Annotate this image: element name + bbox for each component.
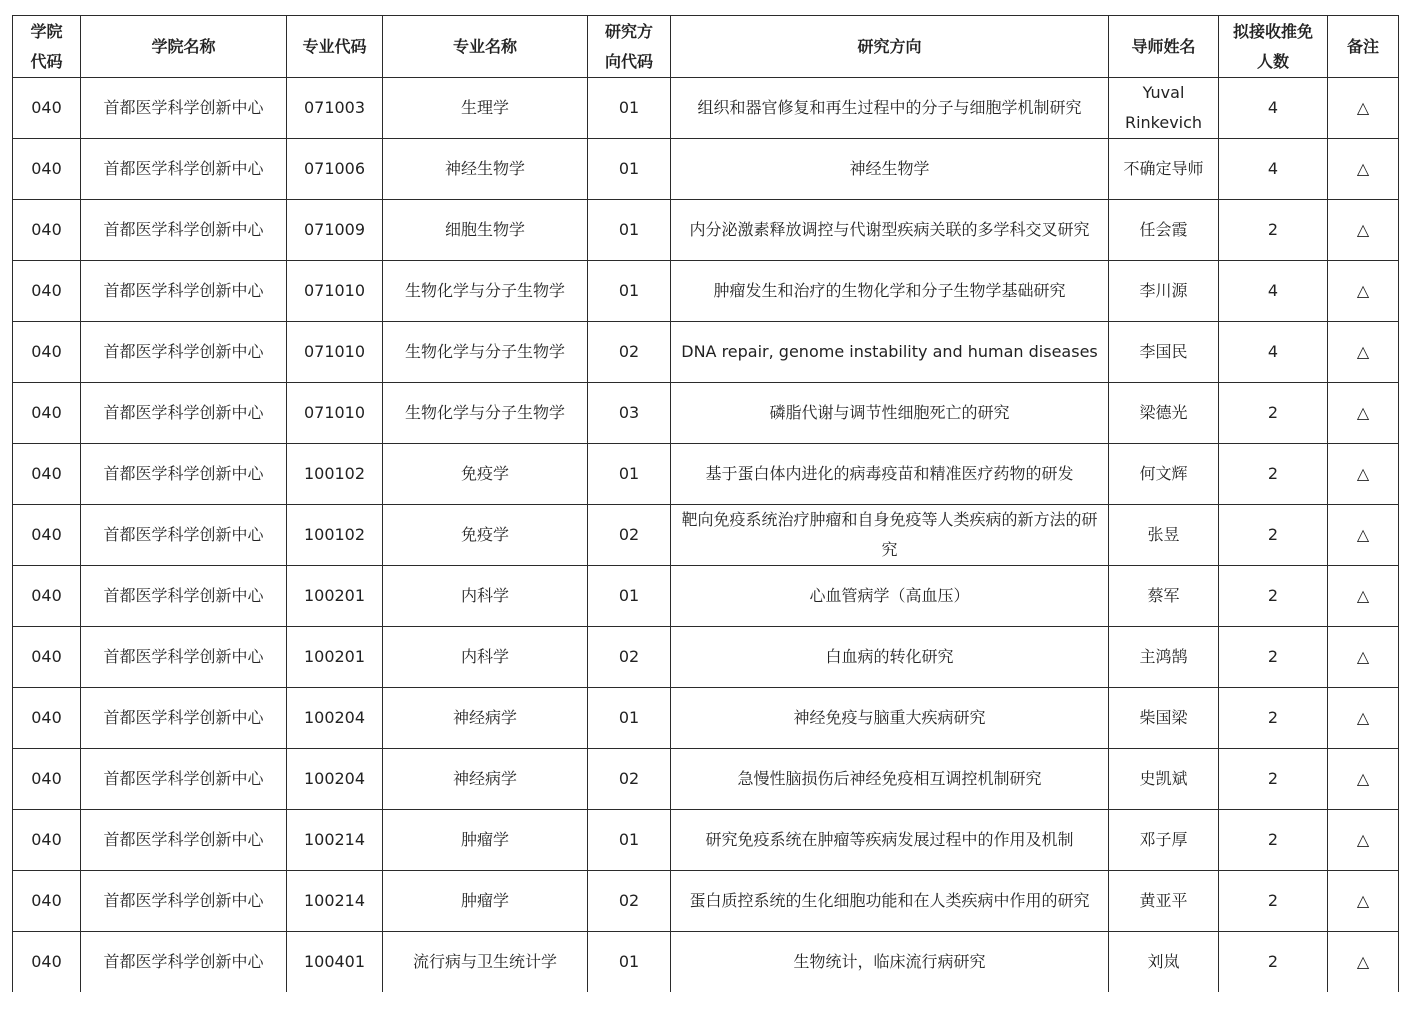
direction-code-cell: 02 [588,871,671,932]
major-name-cell: 生理学 [383,78,588,139]
college-name-cell: 首都医学科学创新中心 [81,810,287,871]
header-quota: 拟接收推免人数 [1219,16,1328,78]
note-cell: △ [1328,505,1399,566]
quota-cell: 4 [1219,322,1328,383]
college-code-cell: 040 [13,200,81,261]
table-row [13,566,1399,627]
major-name-cell: 内科学 [383,627,588,688]
college-code-cell: 040 [13,688,81,749]
note-cell: △ [1328,871,1399,932]
table-row [13,383,1399,444]
header-row [13,16,1399,78]
college-code-cell: 040 [13,322,81,383]
quota-cell: 2 [1219,505,1328,566]
major-name-cell: 神经生物学 [383,139,588,200]
advisor-cell: 李国民 [1109,322,1219,383]
major-code-cell: 100204 [287,688,383,749]
major-name-cell: 神经病学 [383,749,588,810]
quota-cell: 2 [1219,932,1328,993]
header-advisor: 导师姓名 [1109,16,1219,78]
direction-code-cell: 01 [588,261,671,322]
table-body [13,78,1399,993]
quota-cell: 2 [1219,383,1328,444]
college-code-cell: 040 [13,78,81,139]
table-header [13,16,1399,78]
college-code-cell: 040 [13,505,81,566]
advisor-cell: 李川源 [1109,261,1219,322]
direction-cell: 内分泌激素释放调控与代谢型疾病关联的多学科交叉研究 [671,200,1109,261]
admissions-table [12,15,1399,992]
direction-cell: 神经生物学 [671,139,1109,200]
major-name-cell: 内科学 [383,566,588,627]
direction-cell: 心血管病学（高血压） [671,566,1109,627]
major-code-cell: 100401 [287,932,383,993]
table-row [13,78,1399,139]
note-cell: △ [1328,444,1399,505]
major-name-cell: 生物化学与分子生物学 [383,322,588,383]
note-cell: △ [1328,749,1399,810]
note-cell: △ [1328,810,1399,871]
direction-cell: 蛋白质控系统的生化细胞功能和在人类疾病中作用的研究 [671,871,1109,932]
table-row [13,261,1399,322]
note-cell: △ [1328,627,1399,688]
major-name-cell: 肿瘤学 [383,871,588,932]
college-name-cell: 首都医学科学创新中心 [81,871,287,932]
quota-cell: 2 [1219,688,1328,749]
header-direction: 研究方向 [671,16,1109,78]
college-name-cell: 首都医学科学创新中心 [81,627,287,688]
table-row [13,932,1399,993]
major-code-cell: 100102 [287,505,383,566]
direction-code-cell: 02 [588,627,671,688]
college-code-cell: 040 [13,566,81,627]
major-code-cell: 071003 [287,78,383,139]
note-cell: △ [1328,566,1399,627]
college-name-cell: 首都医学科学创新中心 [81,78,287,139]
quota-cell: 2 [1219,749,1328,810]
quota-cell: 2 [1219,871,1328,932]
quota-cell: 2 [1219,810,1328,871]
note-cell: △ [1328,200,1399,261]
advisor-cell: 梁德光 [1109,383,1219,444]
header-major-name: 专业名称 [383,16,588,78]
major-name-cell: 细胞生物学 [383,200,588,261]
advisor-cell: 柴国梁 [1109,688,1219,749]
advisor-cell: 任会霞 [1109,200,1219,261]
table-row [13,688,1399,749]
college-name-cell: 首都医学科学创新中心 [81,139,287,200]
table-row [13,871,1399,932]
major-name-cell: 流行病与卫生统计学 [383,932,588,993]
note-cell: △ [1328,688,1399,749]
advisor-cell: 张昱 [1109,505,1219,566]
table-row [13,627,1399,688]
direction-cell: DNA repair, genome instability and human diseases [671,322,1109,383]
college-code-cell: 040 [13,749,81,810]
major-name-cell: 生物化学与分子生物学 [383,261,588,322]
major-code-cell: 100214 [287,871,383,932]
note-cell: △ [1328,322,1399,383]
direction-cell: 靶向免疫系统治疗肿瘤和自身免疫等人类疾病的新方法的研究 [671,505,1109,566]
college-code-cell: 040 [13,383,81,444]
advisor-cell: 黄亚平 [1109,871,1219,932]
major-code-cell: 100201 [287,566,383,627]
major-code-cell: 071006 [287,139,383,200]
note-cell: △ [1328,383,1399,444]
major-code-cell: 100102 [287,444,383,505]
major-code-cell: 100214 [287,810,383,871]
major-name-cell: 免疫学 [383,505,588,566]
direction-code-cell: 02 [588,749,671,810]
college-code-cell: 040 [13,871,81,932]
direction-code-cell: 01 [588,932,671,993]
direction-code-cell: 01 [588,78,671,139]
table-row [13,322,1399,383]
advisor-cell: 史凯斌 [1109,749,1219,810]
header-direction-code: 研究方向代码 [588,16,671,78]
table-row [13,200,1399,261]
major-code-cell: 100204 [287,749,383,810]
note-cell: △ [1328,261,1399,322]
direction-cell: 急慢性脑损伤后神经免疫相互调控机制研究 [671,749,1109,810]
direction-code-cell: 01 [588,688,671,749]
direction-code-cell: 03 [588,383,671,444]
direction-code-cell: 02 [588,505,671,566]
table-row [13,810,1399,871]
direction-code-cell: 01 [588,810,671,871]
college-name-cell: 首都医学科学创新中心 [81,383,287,444]
college-code-cell: 040 [13,932,81,993]
header-college-name: 学院名称 [81,16,287,78]
header-major-code: 专业代码 [287,16,383,78]
college-name-cell: 首都医学科学创新中心 [81,749,287,810]
major-name-cell: 肿瘤学 [383,810,588,871]
table-row [13,505,1399,566]
advisor-cell: 何文辉 [1109,444,1219,505]
college-code-cell: 040 [13,810,81,871]
major-name-cell: 免疫学 [383,444,588,505]
college-name-cell: 首都医学科学创新中心 [81,505,287,566]
college-name-cell: 首都医学科学创新中心 [81,261,287,322]
college-name-cell: 首都医学科学创新中心 [81,200,287,261]
college-name-cell: 首都医学科学创新中心 [81,322,287,383]
table-row [13,444,1399,505]
direction-cell: 肿瘤发生和治疗的生物化学和分子生物学基础研究 [671,261,1109,322]
direction-code-cell: 02 [588,322,671,383]
direction-cell: 磷脂代谢与调节性细胞死亡的研究 [671,383,1109,444]
direction-cell: 研究免疫系统在肿瘤等疾病发展过程中的作用及机制 [671,810,1109,871]
direction-cell: 生物统计，临床流行病研究 [671,932,1109,993]
direction-cell: 组织和器官修复和再生过程中的分子与细胞学机制研究 [671,78,1109,139]
advisor-cell: 刘岚 [1109,932,1219,993]
header-college-code: 学院代码 [13,16,81,78]
quota-cell: 4 [1219,261,1328,322]
major-name-cell: 生物化学与分子生物学 [383,383,588,444]
college-code-cell: 040 [13,139,81,200]
major-name-cell: 神经病学 [383,688,588,749]
college-code-cell: 040 [13,261,81,322]
note-cell: △ [1328,139,1399,200]
college-name-cell: 首都医学科学创新中心 [81,566,287,627]
table-row [13,749,1399,810]
quota-cell: 2 [1219,200,1328,261]
quota-cell: 2 [1219,444,1328,505]
direction-cell: 白血病的转化研究 [671,627,1109,688]
major-code-cell: 071010 [287,383,383,444]
direction-code-cell: 01 [588,566,671,627]
college-name-cell: 首都医学科学创新中心 [81,444,287,505]
note-cell: △ [1328,932,1399,993]
major-code-cell: 071009 [287,200,383,261]
advisor-cell: 蔡军 [1109,566,1219,627]
advisor-cell: Yuval Rinkevich [1109,78,1219,139]
major-code-cell: 071010 [287,322,383,383]
advisor-cell: 主鸿鹄 [1109,627,1219,688]
direction-code-cell: 01 [588,444,671,505]
college-name-cell: 首都医学科学创新中心 [81,688,287,749]
major-code-cell: 100201 [287,627,383,688]
note-cell: △ [1328,78,1399,139]
advisor-cell: 邓子厚 [1109,810,1219,871]
table-row [13,139,1399,200]
quota-cell: 2 [1219,627,1328,688]
direction-code-cell: 01 [588,200,671,261]
quota-cell: 4 [1219,139,1328,200]
advisor-cell: 不确定导师 [1109,139,1219,200]
direction-code-cell: 01 [588,139,671,200]
college-code-cell: 040 [13,627,81,688]
header-note: 备注 [1328,16,1399,78]
quota-cell: 2 [1219,566,1328,627]
major-code-cell: 071010 [287,261,383,322]
college-code-cell: 040 [13,444,81,505]
quota-cell: 4 [1219,78,1328,139]
college-name-cell: 首都医学科学创新中心 [81,932,287,993]
direction-cell: 基于蛋白体内进化的病毒疫苗和精准医疗药物的研发 [671,444,1109,505]
direction-cell: 神经免疫与脑重大疾病研究 [671,688,1109,749]
